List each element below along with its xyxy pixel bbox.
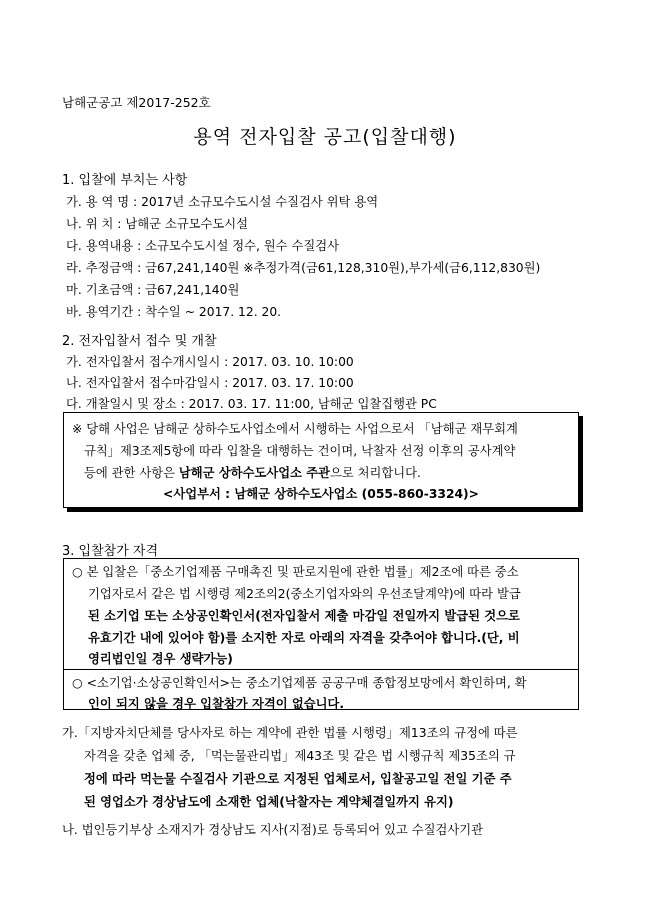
qualification-line: 영리법인일 경우 생략가능) [88, 652, 233, 666]
qualification-line: 된 소기업 또는 소상공인확인서(전자입찰서 제출 마감일 전일까지 발급된 것으로 [88, 609, 520, 623]
note-text: 등에 관한 사항은 [84, 466, 179, 480]
item-ga-line: 가.「지방자치단체를 당사자로 하는 계약에 관한 법률 시행령」제13조의 규정에 따른 [62, 726, 518, 740]
item-ga-line: 정에 따라 먹는물 수질검사 기관으로 지정된 업체로서, 입찰공고일 전일 기준 주 [84, 772, 512, 786]
item-na-line: 나. 법인등기부상 소재지가 경상남도 지사(지점)로 등록되어 있고 수질검사기관 [62, 823, 483, 837]
section1-item-estimated-amount: 라. 추정금액 : 금67,241,140원 ※추정가격(금61,128,310원),부가세(금6,112,830원) [66, 261, 541, 275]
section1-item-base-amount: 마. 기초금액 : 금67,241,140원 [66, 283, 240, 297]
section2-item-opening: 다. 개찰일시 및 장소 : 2017. 03. 17. 11:00, 남해군 입찰집행관 PC [66, 397, 437, 411]
section2-item-open: 가. 전자입찰서 접수개시일시 : 2017. 03. 10. 10:00 [66, 355, 354, 369]
section3-heading: 3. 입찰참가 자격 [62, 544, 159, 559]
qualification-line: ○ <소기업·소상공인확인서>는 중소기업제품 공공구매 종합정보망에서 확인하며, 확 [72, 676, 527, 690]
qualification-line: 기업자로서 같은 법 시행령 제2조의2(중소기업자와의 우선조달계약)에 따라 발급 [88, 587, 521, 601]
section1-item-location: 나. 위 치 : 남해군 소규모수도시설 [66, 217, 249, 231]
divider [64, 669, 578, 670]
section1-item-content: 다. 용역내용 : 소규모수도시설 정수, 원수 수질검사 [66, 239, 339, 253]
note-emphasis: 남해군 상하수도사업소 주관 [178, 466, 330, 480]
note-line [84, 463, 421, 481]
page-title: 용역 전자입찰 공고(입찰대행) [193, 126, 457, 148]
qualification-line: 유효기간 내에 있어야 함)를 소지한 자로 아래의 자격을 갖추어야 합니다.(단, 비 [88, 631, 520, 645]
section1-item-service-name: 가. 용 역 명 : 2017년 소규모수도시설 수질검사 위탁 용역 [66, 195, 379, 209]
note-box [63, 412, 579, 508]
note-text: 으로 처리합니다. [330, 466, 421, 480]
department-contact: <사업부서 : 남해군 상하수도사업소 (055-860-3324)> [163, 487, 479, 501]
qualification-box [63, 558, 579, 710]
item-ga-line: 자격을 갖춘 업체 중, 「먹는물관리법」제43조 및 같은 법 시행규칙 제35조의 규 [84, 749, 516, 763]
item-ga-line: 된 영업소가 경상남도에 소재한 업체(낙찰자는 계약체결일까지 유지) [84, 795, 454, 809]
section1-heading: 1. 입찰에 부치는 사항 [62, 173, 188, 188]
notice-number: 남해군공고 제2017-252호 [62, 95, 211, 110]
qualification-line: 인이 되지 않을 경우 입찰참가 자격이 없습니다. [88, 697, 345, 711]
section2-heading: 2. 전자입찰서 접수 및 개찰 [62, 334, 217, 349]
note-line: 규칙」제3조제5항에 따라 입찰을 대행하는 건이며, 낙찰자 선정 이후의 공사계약 [84, 444, 516, 458]
section1-item-period: 바. 용역기간 : 착수일 ~ 2017. 12. 20. [66, 305, 282, 319]
note-line: ※ 당해 사업은 남해군 상하수도사업소에서 시행하는 사업으로서 「남해군 재무회계 [72, 422, 518, 436]
section2-item-close: 나. 전자입찰서 접수마감일시 : 2017. 03. 17. 10:00 [66, 376, 354, 390]
qualification-line: ○ 본 입찰은「중소기업제품 구매촉진 및 판로지원에 관한 법률」제2조에 따른 중소 [72, 565, 519, 579]
